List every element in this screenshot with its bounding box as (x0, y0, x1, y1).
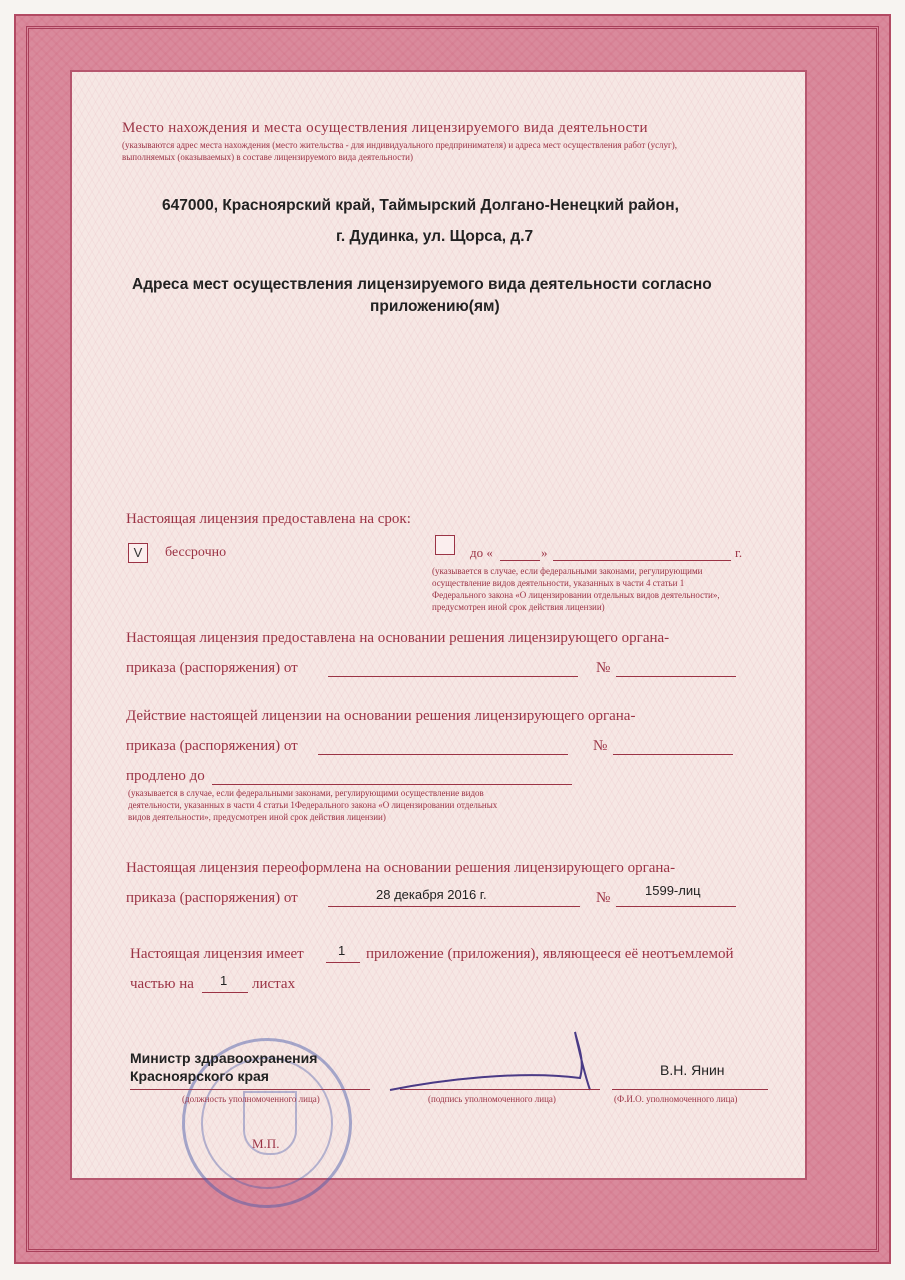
term-note-line1: (указывается в случае, если федеральными законами, регулирующими (432, 566, 703, 576)
until-year-suffix: г. (735, 545, 743, 560)
granted-number-line (616, 676, 736, 677)
extended-note-line2: деятельности, указанных в части 4 статьи 1Федерального закона «О лицензировании отдельных (128, 800, 498, 810)
signer-name: В.Н. Янин (660, 1062, 725, 1078)
signature-line (400, 1089, 600, 1090)
prolonged-label: продлено до (126, 768, 205, 784)
signature-caption: (подпись уполномоченного лица) (428, 1094, 556, 1104)
extended-line1: Действие настоящей лицензии на основании решения лицензирующего органа- (126, 708, 636, 724)
appendix-text-after: приложение (приложения), являющееся её неотъемлемой (366, 946, 734, 962)
activity-addresses-line2: приложению(ям) (370, 298, 500, 315)
extended-date-line (318, 754, 568, 755)
indefinite-label: бессрочно (165, 545, 227, 560)
granted-line1: Настоящая лицензия предоставлена на основании решения лицензирующего органа- (126, 630, 670, 646)
extended-note-line3: видов деятельности», предусмотрен иной срок действия лицензии) (128, 812, 386, 822)
position-caption: (должность уполномоченного лица) (182, 1094, 320, 1104)
appendix-count-line (326, 962, 360, 963)
address-line1: 647000, Красноярский край, Таймырский Долгано-Ненецкий район, (162, 197, 679, 214)
header-note-line1: (указываются адрес места нахождения (место жительства - для индивидуального предпринимателя) и адреса мест осуществления работ (услуг), (122, 140, 677, 150)
header-title: Место нахождения и места осуществления лицензируемого вида деятельности (122, 120, 648, 136)
appendix-sheets-line (202, 992, 248, 993)
term-note-line2: осуществление видов деятельности, указанных в части 4 статьи 1 (432, 578, 685, 588)
term-note-line3: Федерального закона «О лицензировании отдельных видов деятельности», (432, 590, 720, 600)
until-close-quote: » (541, 545, 548, 560)
term-note-line4: предусмотрен иной срок действия лицензии) (432, 602, 605, 612)
reissued-line2: приказа (распоряжения) от (126, 890, 298, 906)
appendix-part-label: частью на (130, 976, 194, 992)
granted-line2: приказа (распоряжения) от (126, 660, 298, 676)
until-label: до « (470, 545, 493, 560)
until-day-line (500, 560, 540, 561)
activity-addresses-line1: Адреса мест осуществления лицензируемого вида деятельности согласно (132, 276, 712, 293)
extended-note-line1: (указывается в случае, если федеральными законами, регулирующими осуществление видов (128, 788, 484, 798)
appendix-text-before: Настоящая лицензия имеет (130, 946, 304, 962)
reissued-number-sign: № (596, 890, 611, 906)
reissued-number-value: 1599-лиц (645, 883, 701, 898)
stamp-place-label: М.П. (252, 1136, 280, 1151)
signer-position-line2: Красноярского края (130, 1068, 269, 1084)
address-line2: г. Дудинка, ул. Щорса, д.7 (336, 228, 534, 245)
reissued-date-value: 28 декабря 2016 г. (376, 887, 487, 902)
extended-line2: приказа (распоряжения) от (126, 738, 298, 754)
appendix-count-value: 1 (338, 943, 346, 958)
name-line (612, 1089, 768, 1090)
granted-number-sign: № (596, 660, 611, 676)
header-note-line2: выполняемых (оказываемых) в составе лицензируемого вида деятельности) (122, 152, 413, 162)
prolonged-line (212, 784, 572, 785)
until-checkbox (435, 535, 455, 555)
reissued-number-line (616, 906, 736, 907)
signer-position-line1: Министр здравоохранения (130, 1050, 318, 1066)
until-month-line (553, 560, 731, 561)
extended-number-line (613, 754, 733, 755)
extended-number-sign: № (593, 738, 608, 754)
position-line (130, 1089, 370, 1090)
term-label: Настоящая лицензия предоставлена на срок: (126, 511, 411, 527)
name-caption: (Ф.И.О. уполномоченного лица) (614, 1094, 738, 1104)
reissued-line1: Настоящая лицензия переоформлена на основании решения лицензирующего органа- (126, 860, 676, 876)
appendix-sheets-label: листах (252, 976, 296, 992)
appendix-sheets-value: 1 (220, 973, 228, 988)
indefinite-checkbox: V (128, 543, 148, 563)
reissued-date-line (328, 906, 580, 907)
granted-date-line (328, 676, 578, 677)
